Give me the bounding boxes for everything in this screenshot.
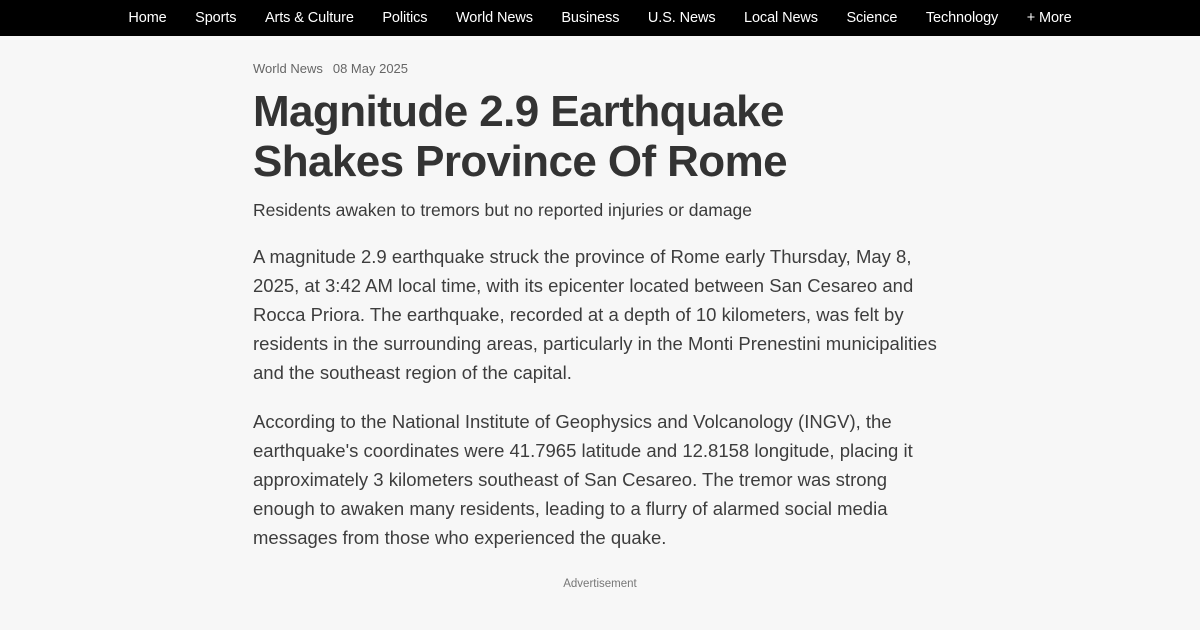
advertisement-label: Advertisement	[563, 578, 637, 590]
article	[253, 36, 953, 552]
nav-item-local-news[interactable]: Local News	[743, 10, 818, 26]
nav-item-science[interactable]: Science	[846, 10, 898, 26]
nav-item-sports[interactable]: Sports	[195, 10, 237, 26]
nav-item-business[interactable]: Business	[561, 10, 620, 26]
article-paragraph-2: According to the National Institute of Geophysics and Volcanology (INGV), the earthquake's coordinates were 41.7965 latitude and 12.8158 longitude, placing it approximately 3 kilometers southeast of San Cesareo. The tremor was strong enough to awaken many residents, leading to a flurry of alarmed social media messages from those who experienced the quake.	[253, 411, 913, 548]
article-meta	[253, 61, 953, 77]
nav-item-world-news[interactable]: World News	[455, 10, 533, 26]
nav-item-arts-culture[interactable]: Arts & Culture	[264, 10, 354, 26]
top-navigation	[0, 0, 1200, 36]
article-date: 08 May 2025	[332, 61, 409, 76]
nav-item-more[interactable]: + More	[1026, 10, 1072, 26]
article-category[interactable]: World News	[253, 61, 323, 76]
nav-list	[128, 0, 1071, 36]
article-subtitle: Residents awaken to tremors but no reported injuries or damage	[253, 200, 753, 220]
nav-item-politics[interactable]: Politics	[382, 10, 428, 26]
nav-item-us-news[interactable]: U.S. News	[647, 10, 716, 26]
nav-item-home[interactable]: Home	[128, 10, 167, 26]
article-paragraph-1: A magnitude 2.9 earthquake struck the province of Rome early Thursday, May 8, 2025, at 3:42 AM local time, with its epicenter located between San Cesareo and Rocca Priora. The earthquake, recorded at a depth of 10 kilometers, was felt by residents in the surrounding areas, particularly in the Monti Prenestini municipalities and the southeast region of the capital.	[253, 246, 937, 383]
nav-item-technology[interactable]: Technology	[925, 10, 999, 26]
article-headline: Magnitude 2.9 Earthquake Shakes Province Of Rome	[253, 87, 787, 186]
